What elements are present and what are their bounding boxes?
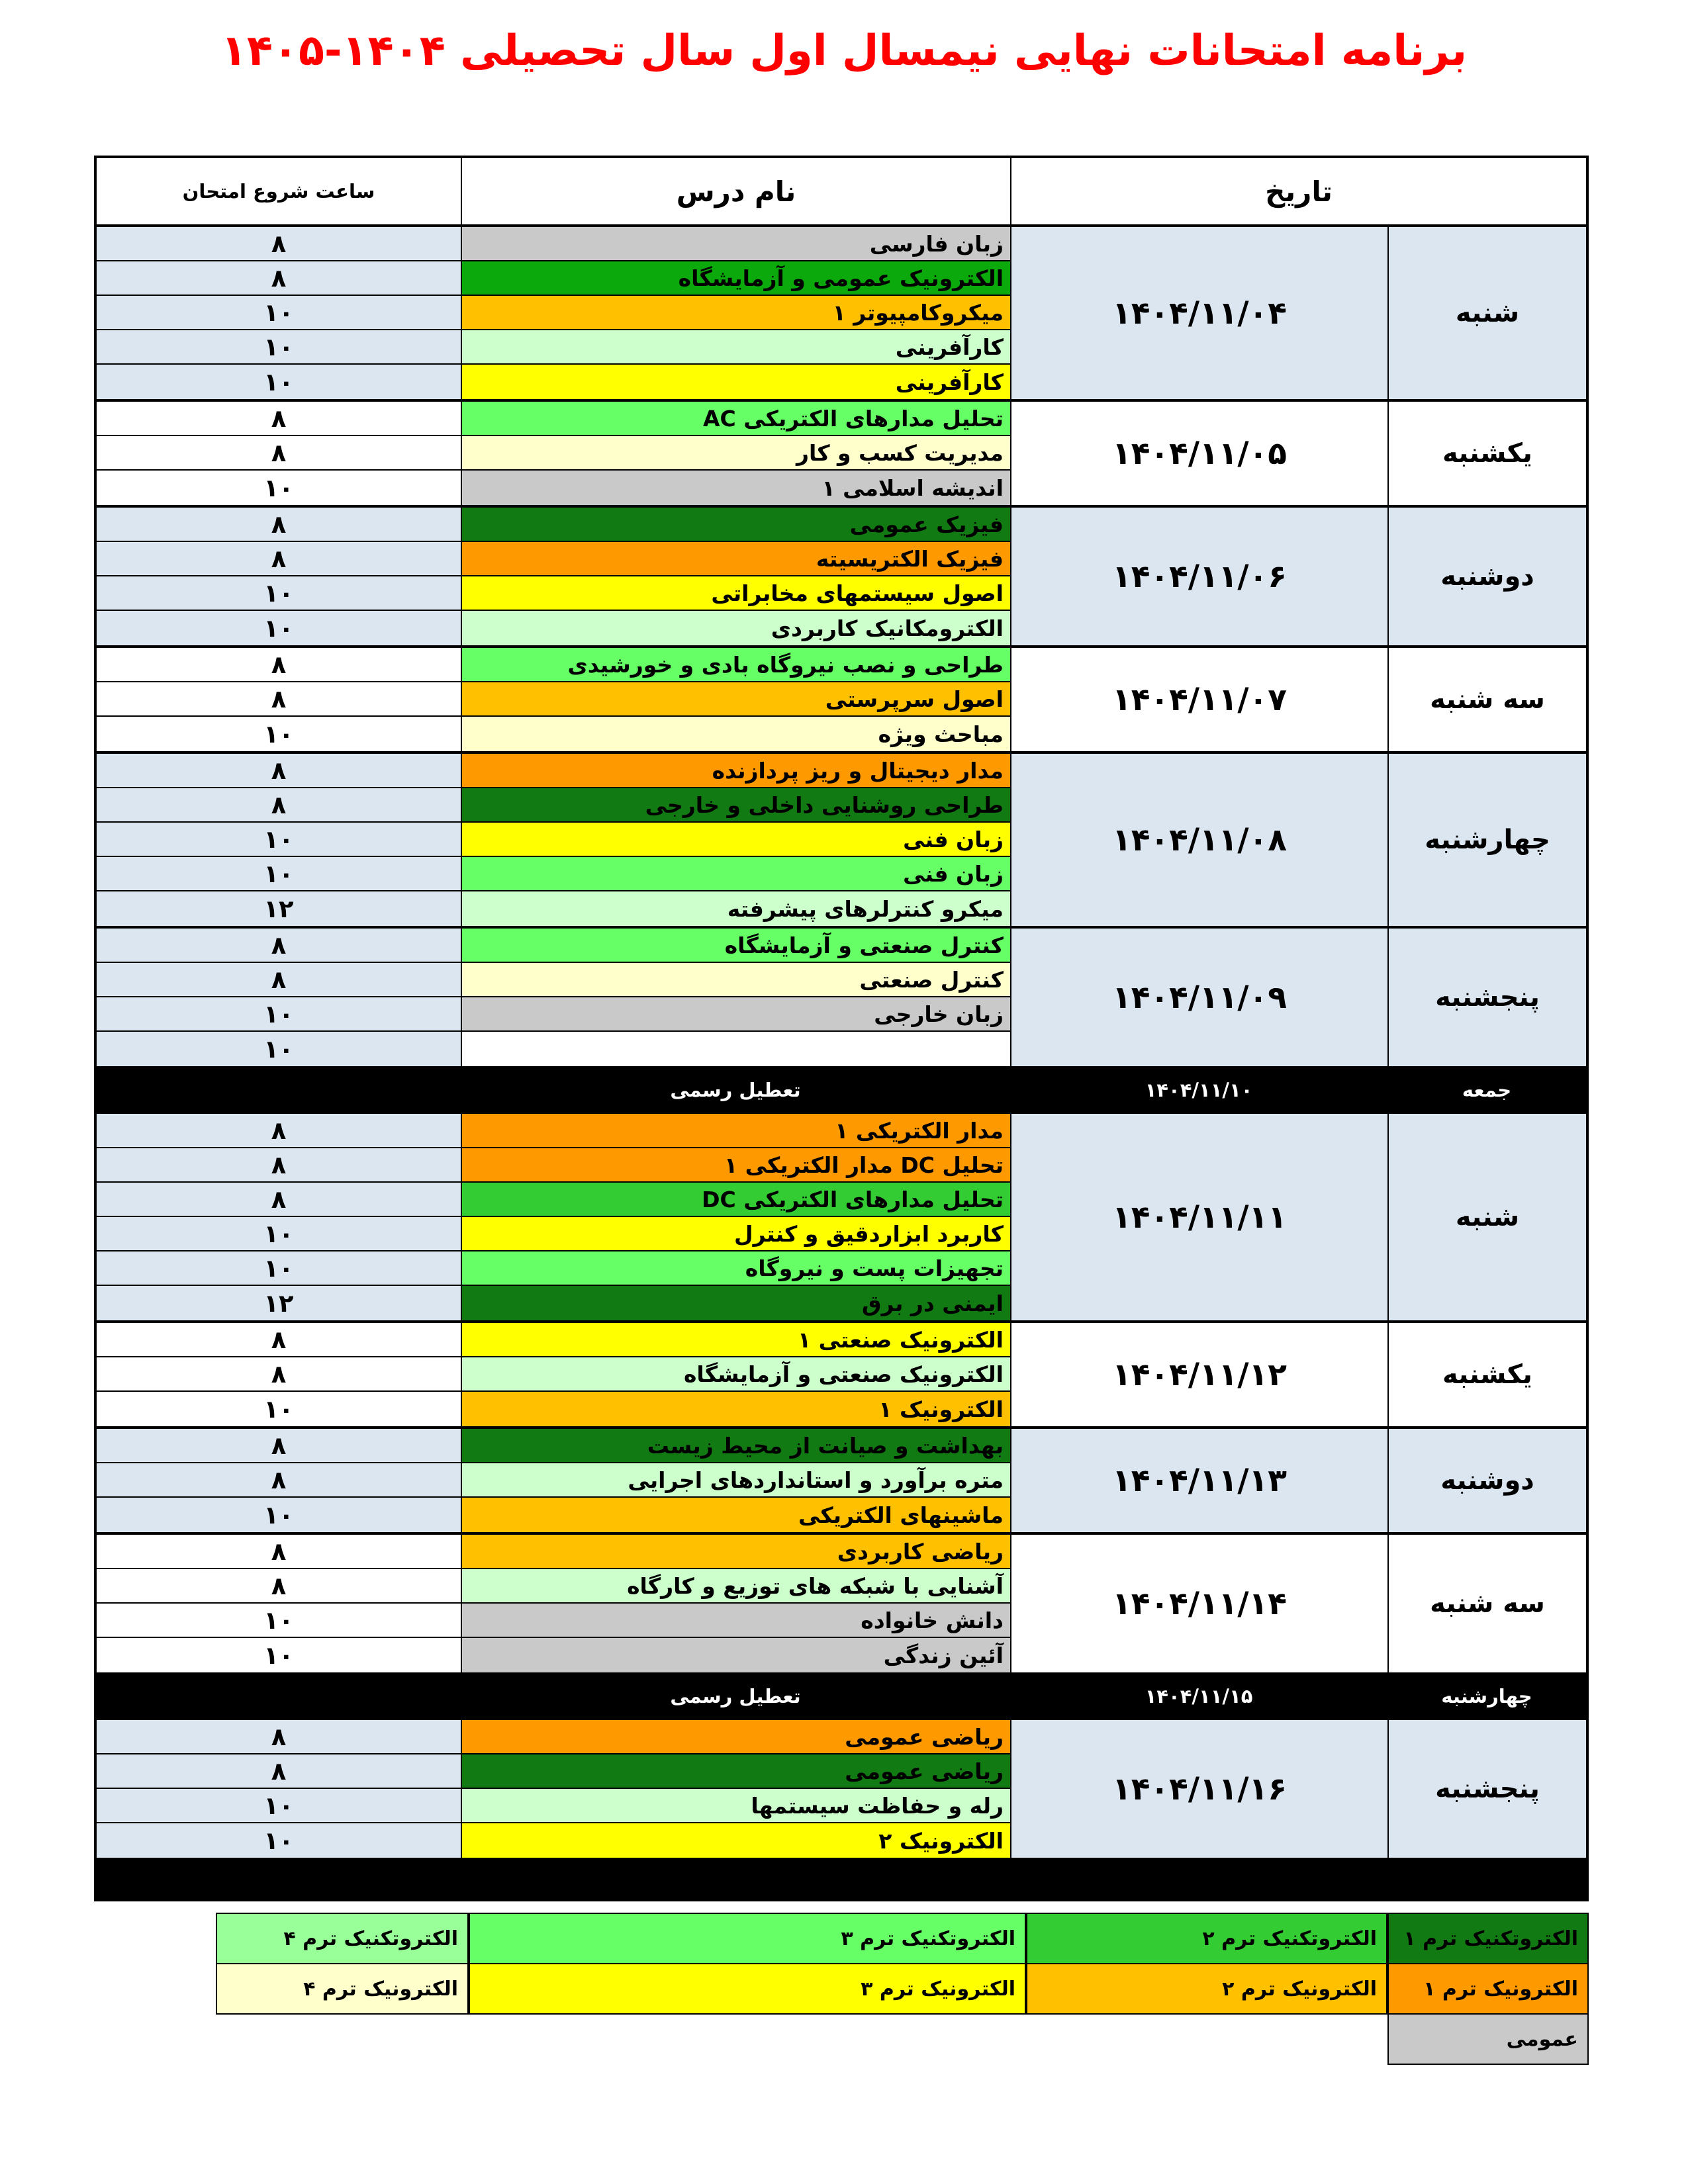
- day-cell: دوشنبه: [1387, 1429, 1586, 1532]
- course-cell: بهداشت و صیانت از محیط زیست: [461, 1429, 1010, 1463]
- course-cell: مباحث ویژه: [461, 717, 1010, 751]
- course-cell: تحلیل DC مدار الکتریکی ۱: [461, 1148, 1010, 1183]
- time-cell: ۱۰: [97, 1251, 461, 1286]
- header-time-label: ساعت شروع امتحان: [182, 180, 375, 203]
- date-cell: ۱۴۰۴/۱۱/۰۹: [1010, 929, 1387, 1066]
- day-cell: شنبه: [1387, 227, 1586, 399]
- day-cell: یکشنبه: [1387, 402, 1586, 505]
- header-date-label: تاریخ: [1010, 158, 1586, 224]
- legend-row: [216, 1963, 1589, 2015]
- time-cell: ۸: [97, 1114, 461, 1148]
- time-cell: ۱۰: [97, 1604, 461, 1638]
- day-block: [97, 227, 1586, 402]
- course-cell: ماشینهای الکتریکی: [461, 1498, 1010, 1532]
- course-cell: طراحی و نصب نیروگاه بادی و خورشیدی: [461, 648, 1010, 682]
- time-cell: ۱۰: [263, 1034, 294, 1064]
- date-cell: ۱۴۰۴/۱۱/۰۷: [1010, 648, 1387, 751]
- exam-schedule-table: [94, 156, 1589, 1901]
- holiday-date-cell: ۱۴۰۴/۱۱/۱۰: [1145, 1079, 1253, 1101]
- course-cell: الکترومکانیک کاربردی: [461, 611, 1010, 645]
- time-cell: ۸: [97, 1183, 461, 1217]
- day-block: [97, 1720, 1586, 1860]
- day-cell: پنجشنبه: [1387, 1720, 1586, 1858]
- time-cell: ۱۰: [97, 1789, 461, 1823]
- time-cell: ۱۰: [263, 1826, 294, 1855]
- date-cell: ۱۴۰۴/۱۱/۱۶: [1010, 1720, 1387, 1858]
- time-cell: ۱۰: [263, 719, 294, 749]
- course-cell: کارآفرینی: [461, 330, 1010, 365]
- table-header: [97, 158, 1586, 227]
- day-block: [97, 1535, 1586, 1675]
- course-cell: الکترونیک ۱: [461, 1392, 1010, 1426]
- day-cell: سه شنبه: [1387, 648, 1586, 751]
- course-cell: مدار دیجیتال و ریز پردازنده: [461, 754, 1010, 788]
- legend: [216, 1913, 1589, 2065]
- time-cell: ۱۰: [97, 576, 461, 611]
- course-cell: زبان فارسی: [461, 227, 1010, 261]
- legend-cell: الکترونیک ترم ۱: [1387, 1963, 1589, 2015]
- day-block: [97, 1114, 1586, 1323]
- course-cell: کنترل صنعتی: [461, 963, 1010, 997]
- time-cell: ۸: [97, 508, 461, 542]
- date-cell: ۱۴۰۴/۱۱/۰۸: [1010, 754, 1387, 926]
- course-cell: دانش خانواده: [461, 1604, 1010, 1638]
- course-cell: کارآفرینی: [461, 365, 1010, 399]
- course-cell: اندیشه اسلامی ۱: [461, 471, 1010, 505]
- time-cell: ۸: [97, 1148, 461, 1183]
- course-cell: متره برآورد و استانداردهای اجرایی: [461, 1463, 1010, 1498]
- day-block: [97, 508, 1586, 648]
- time-cell: ۸: [97, 754, 461, 788]
- course-cell: الکترونیک عمومی و آزمایشگاه: [461, 261, 1010, 296]
- course-cell: رله و حفاظت سیستمها: [461, 1789, 1010, 1823]
- course-cell: آئین زندگی: [461, 1638, 1010, 1672]
- time-cell: ۸: [97, 929, 461, 963]
- header-course-label: نام درس: [461, 158, 1010, 224]
- time-cell: ۱۰: [97, 330, 461, 365]
- time-cell: ۸: [97, 1357, 461, 1392]
- day-block: [97, 1323, 1586, 1429]
- day-cell: شنبه: [1387, 1114, 1586, 1320]
- time-cell: ۸: [97, 1463, 461, 1498]
- day-cell: چهارشنبه: [1387, 754, 1586, 926]
- legend-cell: الکتروتکنیک ترم ۳: [469, 1913, 1026, 1964]
- time-cell: ۸: [97, 402, 461, 436]
- time-cell: ۸: [97, 682, 461, 717]
- date-cell: ۱۴۰۴/۱۱/۱۳: [1010, 1429, 1387, 1532]
- time-cell: ۱۰: [97, 823, 461, 857]
- course-cell: کنترل صنعتی و آزمایشگاه: [461, 929, 1010, 963]
- time-cell: ۱۰: [97, 857, 461, 891]
- legend-row: [216, 2013, 1589, 2065]
- time-cell: ۸: [97, 436, 461, 471]
- date-cell: ۱۴۰۴/۱۱/۱۴: [1010, 1535, 1387, 1672]
- legend-cell: الکترونیک ترم ۴: [216, 1963, 469, 2015]
- holiday-empty-cell: [97, 1069, 461, 1111]
- course-cell: فیزیک الکتریسیته: [461, 542, 1010, 576]
- time-cell: ۱۰: [263, 367, 294, 396]
- page-title: برنامه امتحانات نهایی نیمسال اول سال تحصیلی ۱۴۰۴-۱۴۰۵: [220, 26, 1468, 75]
- course-cell: الکترونیک صنعتی ۱: [461, 1323, 1010, 1357]
- course-cell: زبان فنی: [461, 823, 1010, 857]
- holiday-label-cell: تعطیل رسمی: [670, 1685, 801, 1707]
- bottom-spacer-row: [97, 1860, 1586, 1899]
- time-cell: ۸: [97, 963, 461, 997]
- day-block: [97, 402, 1586, 508]
- time-cell: ۱۲: [263, 894, 294, 923]
- course-cell: ریاضی کاربردی: [461, 1535, 1010, 1569]
- day-block: [97, 648, 1586, 754]
- course-cell: کاربرد ابزاردقیق و کنترل: [461, 1217, 1010, 1251]
- day-block: [97, 754, 1586, 929]
- course-cell: ریاضی عمومی: [461, 1720, 1010, 1754]
- time-cell: ۱۰: [263, 1641, 294, 1670]
- date-cell: ۱۴۰۴/۱۱/۱۲: [1010, 1323, 1387, 1426]
- course-cell: ایمنی در برق: [461, 1286, 1010, 1320]
- course-cell: تجهیزات پست و نیروگاه: [461, 1251, 1010, 1286]
- time-cell: ۸: [97, 1569, 461, 1604]
- holiday-date-cell: ۱۴۰۴/۱۱/۱۵: [1145, 1685, 1253, 1707]
- day-block: [97, 1429, 1586, 1535]
- date-cell: ۱۴۰۴/۱۱/۰۶: [1010, 508, 1387, 645]
- course-cell: طراحی روشنایی داخلی و خارجی: [461, 788, 1010, 823]
- time-cell: ۸: [97, 542, 461, 576]
- time-cell: ۸: [97, 1535, 461, 1569]
- time-cell: ۱۰: [97, 296, 461, 330]
- day-cell: یکشنبه: [1387, 1323, 1586, 1426]
- course-cell: اصول سیستمهای مخابراتی: [461, 576, 1010, 611]
- day-cell: سه شنبه: [1387, 1535, 1586, 1672]
- legend-cell: الکتروتکنیک ترم ۱: [1387, 1913, 1589, 1964]
- legend-cell: الکتروتکنیک ترم ۴: [216, 1913, 469, 1964]
- holiday-day-cell: جمعه: [1462, 1079, 1512, 1101]
- time-cell: ۱۲: [263, 1289, 294, 1318]
- date-cell: ۱۴۰۴/۱۱/۰۵: [1010, 402, 1387, 505]
- course-cell: مدیریت کسب و کار: [461, 436, 1010, 471]
- course-cell: میکروکامپیوتر ۱: [461, 296, 1010, 330]
- holiday-row: [97, 1675, 1586, 1720]
- time-cell: ۸: [97, 648, 461, 682]
- time-cell: ۱۰: [263, 473, 294, 502]
- time-cell: ۸: [97, 261, 461, 296]
- holiday-empty-cell: [97, 1675, 461, 1717]
- holiday-day-cell: چهارشنبه: [1441, 1685, 1532, 1707]
- legend-cell: عمومی: [1387, 2013, 1589, 2065]
- course-cell: تحلیل مدارهای الکتریکی DC: [461, 1183, 1010, 1217]
- time-cell: ۱۰: [263, 614, 294, 643]
- course-cell: الکترونیک ۲: [461, 1823, 1010, 1858]
- legend-cell: الکترونیک ترم ۲: [1026, 1963, 1387, 2015]
- course-cell: تحلیل مدارهای الکتریکی AC: [461, 402, 1010, 436]
- day-cell: پنجشنبه: [1387, 929, 1586, 1066]
- course-cell: میکرو کنترلرهای پیشرفته: [461, 891, 1010, 926]
- course-cell: الکترونیک صنعتی و آزمایشگاه: [461, 1357, 1010, 1392]
- course-cell: اصول سرپرستی: [461, 682, 1010, 717]
- legend-cell: الکترونیک ترم ۳: [469, 1963, 1026, 2015]
- time-cell: ۱۰: [263, 1394, 294, 1424]
- time-cell: ۱۰: [263, 1500, 294, 1529]
- legend-cell: الکتروتکنیک ترم ۲: [1026, 1913, 1387, 1964]
- legend-row: [216, 1913, 1589, 1964]
- holiday-row: [97, 1069, 1586, 1114]
- date-cell: ۱۴۰۴/۱۱/۰۴: [1010, 227, 1387, 399]
- holiday-label-cell: تعطیل رسمی: [670, 1079, 801, 1101]
- time-cell: ۸: [97, 227, 461, 261]
- day-block: [97, 929, 1586, 1069]
- course-cell: فیزیک عمومی: [461, 508, 1010, 542]
- time-cell: ۸: [97, 1720, 461, 1754]
- time-cell: ۱۰: [97, 997, 461, 1032]
- course-cell: ریاضی عمومی: [461, 1754, 1010, 1789]
- time-cell: ۱۰: [97, 1217, 461, 1251]
- course-cell: [461, 1032, 1010, 1066]
- time-cell: ۸: [97, 1754, 461, 1789]
- time-cell: ۸: [97, 1429, 461, 1463]
- course-cell: زبان فنی: [461, 857, 1010, 891]
- time-cell: ۸: [97, 788, 461, 823]
- date-cell: ۱۴۰۴/۱۱/۱۱: [1010, 1114, 1387, 1320]
- day-cell: دوشنبه: [1387, 508, 1586, 645]
- course-cell: مدار الکتریکی ۱: [461, 1114, 1010, 1148]
- course-cell: آشنایی با شبکه های توزیع و کارگاه: [461, 1569, 1010, 1604]
- time-cell: ۸: [97, 1323, 461, 1357]
- course-cell: زبان خارجی: [461, 997, 1010, 1032]
